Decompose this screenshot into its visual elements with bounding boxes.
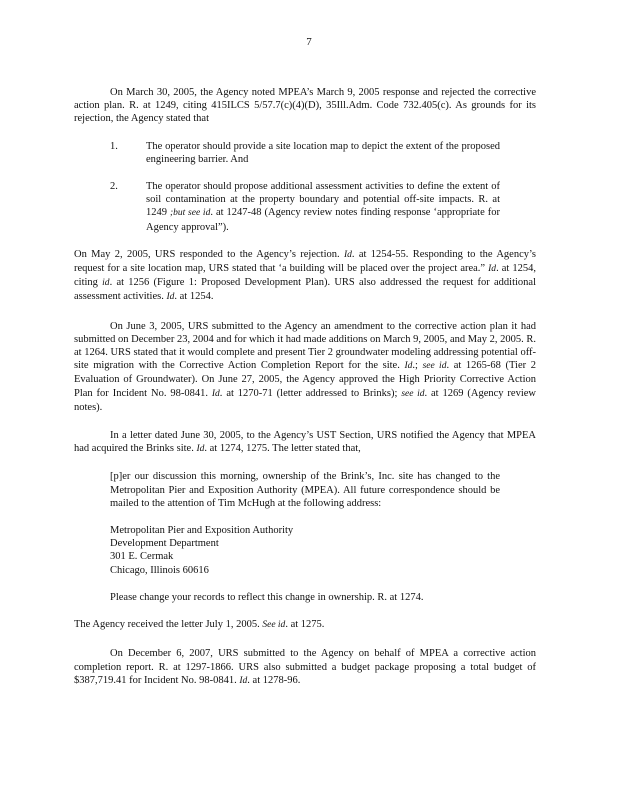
citation-signal: Id: [166, 292, 175, 303]
address-line: 301 E. Cermak: [110, 551, 174, 563]
block-quote: [p]er our discussion this morning, ownership of the Brink’s, Inc. site has changed to the Metropolitan Pier and Exposition Authority (MPEA). All future correspondence should be mailed to the attention of Tim McHugh at the following address:: [110, 471, 500, 509]
paragraph-ownership-letter: [74, 429, 536, 456]
paragraph-text: . at 1270-71 (letter addressed to Brinks);: [219, 387, 402, 399]
citation-signal: Id: [239, 675, 248, 686]
paragraph-completion-report: [74, 647, 536, 688]
paragraph-text: . at 1254, citing: [74, 263, 536, 289]
citation-signal: see id: [401, 388, 425, 399]
mailing-address: [110, 524, 536, 577]
paragraph-urs-response: [74, 248, 536, 305]
paragraph-text: . at 1275.: [285, 619, 325, 631]
citation-signal: see id: [422, 361, 447, 372]
list-item-text: . at 1247-48 (Agency review notes finding response ‘appropriate for Agency approval”).: [146, 207, 501, 233]
paragraph-text: On December 6, 2007, URS submitted to the Agency on behalf of MPEA a corrective action completion report. R. at 1297-1866. URS also submitted a budget package proposing a total budget of $387,719.41 for Incident No. 98-0841.: [74, 648, 536, 686]
citation-signal: Id: [488, 264, 497, 275]
list-item-text: The operator should propose additional assessment activities to define the extent of soil contamination at the property boundary and potential off-site impacts. R. at 1249: [146, 181, 500, 219]
list-item-number: 1.: [110, 140, 118, 152]
paragraph-text: . at 1254.: [174, 291, 214, 303]
list-item-text: The operator should provide a site location map to depict the extent of the proposed engineering barrier. And: [146, 140, 500, 165]
paragraph-text: . at 1269 (Agency review notes).: [74, 387, 537, 413]
citation-signal: See id: [262, 620, 286, 631]
citation-signal: Id: [211, 388, 220, 399]
list-item-number: 2.: [110, 181, 118, 193]
paragraph-letter-received: [74, 618, 536, 632]
address-line: Development Department: [110, 538, 219, 550]
document-body: [74, 86, 536, 688]
paragraph-text: . at 1254-55. Responding to the Agency’s request for a site location map, URS stated that ‘a building will be placed over the project area.”: [74, 248, 536, 275]
address-line: Metropolitan Pier and Exposition Authority: [110, 525, 294, 537]
citation-signal: Id: [343, 249, 352, 260]
address-line: Chicago, Illinois 60616: [110, 564, 209, 576]
quote-closing: Please change your records to reflect this change in ownership. R. at 1274.: [110, 591, 424, 603]
list-item: [74, 180, 536, 234]
citation-signal: ;but see id: [170, 208, 211, 219]
paragraph-text: .;: [412, 360, 423, 372]
paragraph-agency-rejection: On March 30, 2005, the Agency noted MPEA’s March 9, 2005 response and rejected the corrective action plan. R. at 1249, citing 415ILCS 5/57.7(c)(4)(D), 35Ill.Adm. Code 732.405(c). As grounds for its rejection, the Agency stated that: [74, 87, 536, 125]
paragraph-text: In a letter dated June 30, 2005, to the Agency’s UST Section, URS notified the Agency that MPEA had acquired the Brinks site.: [74, 430, 536, 455]
paragraph-text: On June 3, 2005, URS submitted to the Agency an amendment to the corrective action plan it had submitted on December 23, 2004 and for which it had made additions on March 9, 2005, and May 2, 2005. R. at 1264. URS stated that it would complete and present Tier 2 groundwater modeling addressing potential off-site migration with the Corrective Action Completion Report for the site.: [74, 320, 537, 372]
paragraph-amendment: [74, 320, 536, 414]
paragraph-text: The Agency received the letter July 1, 2005.: [74, 619, 263, 631]
paragraph-text: . at 1265-68 (Tier 2 Evaluation of Groundwater). On June 27, 2005, the Agency approved the High Priority Corrective Action Plan for Incident No. 98-0841.: [74, 360, 536, 399]
page-number: 7: [306, 36, 312, 48]
paragraph-text: On May 2, 2005, URS responded to the Agency’s rejection.: [74, 248, 344, 260]
list-item: [74, 140, 536, 166]
paragraph-text: . at 1274, 1275. The letter stated that,: [204, 443, 361, 455]
citation-signal: Id: [196, 444, 205, 455]
paragraph-text: . at 1278-96.: [247, 674, 301, 686]
citation-signal: Id: [404, 361, 413, 372]
citation-signal: id: [102, 278, 110, 289]
paragraph-text: . at 1256 (Figure 1: Proposed Development Plan). URS also addressed the request for additional assessment activities.: [74, 277, 536, 303]
rejection-grounds-list: [74, 140, 536, 234]
